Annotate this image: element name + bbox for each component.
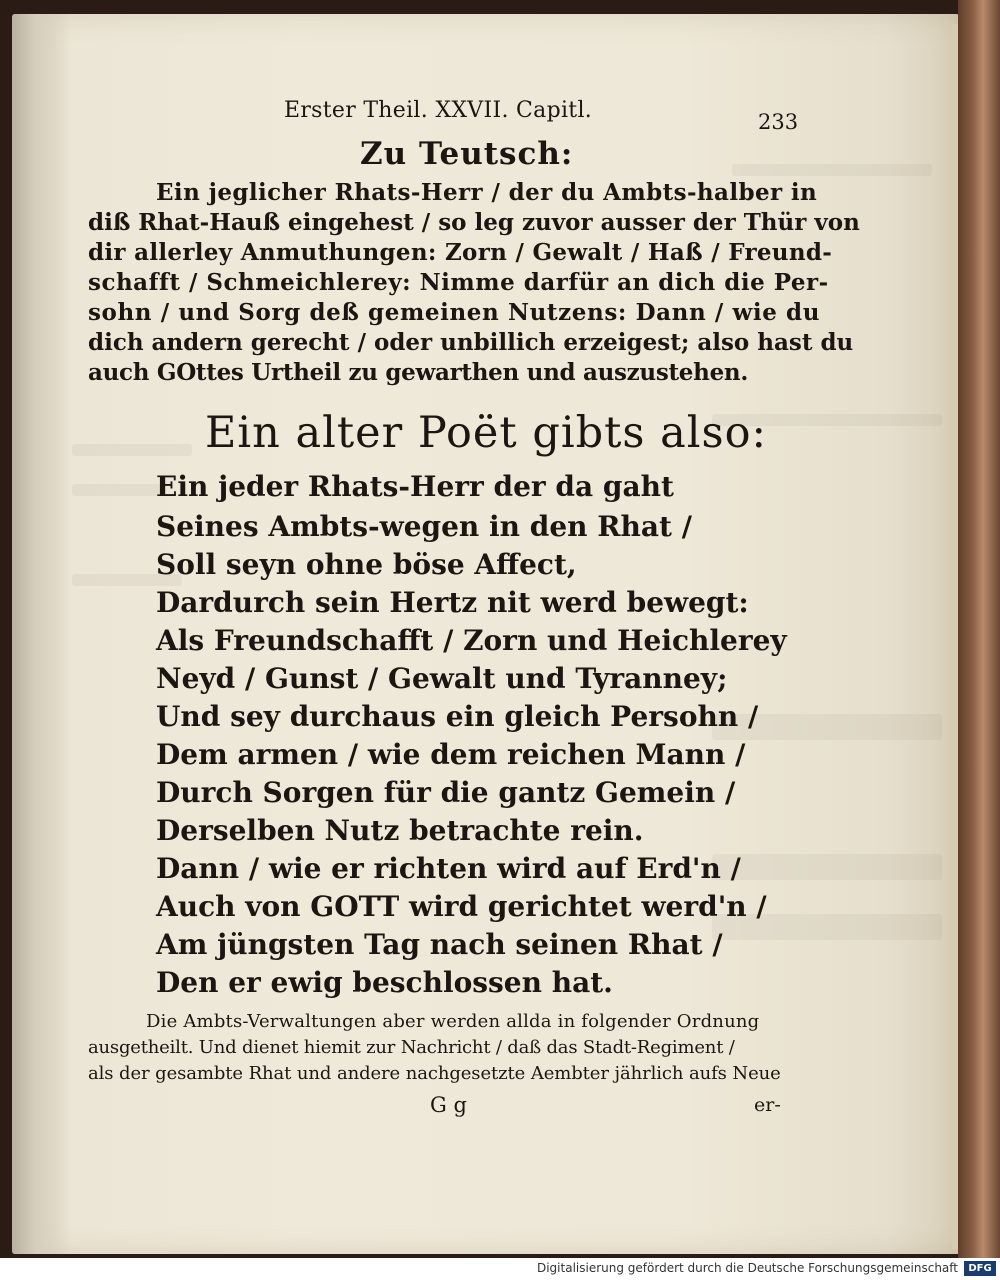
notice-line: Die Ambts-Verwaltungen aber werden allda in folgender Ordnung <box>146 1011 760 1032</box>
verse-line: Soll seyn ohne böse Affect, <box>156 548 577 581</box>
prose-line: schafft / Schmeichlerey: Nimme darfür an dich die Per- <box>88 269 829 296</box>
footer-banner <box>0 1258 1000 1280</box>
prose-line: dir allerley Anmuthungen: Zorn / Gewalt / Haß / Freund- <box>88 239 833 266</box>
funding-credit: Digitalisierung gefördert durch die Deutsche Forschungsgemeinschaft <box>536 1261 958 1275</box>
catchword: er- <box>754 1094 781 1116</box>
dfg-logo: DFG <box>964 1261 996 1276</box>
verse-line: Am jüngsten Tag nach seinen Rhat / <box>156 928 723 961</box>
verse-line: Als Freundschafft / Zorn und Heichlerey <box>156 624 787 657</box>
translation-heading: Zu Teutsch: <box>360 136 574 172</box>
notice-line: ausgetheilt. Und dienet hiemit zur Nachricht / daß das Stadt-Regiment / <box>88 1037 735 1058</box>
verse-line: Dann / wie er richten wird auf Erd'n / <box>156 852 741 885</box>
prose-line: diß Rhat-Hauß eingehest / so leg zuvor ausser der Thür von <box>88 209 860 236</box>
verse-line: Seines Ambts-wegen in den Rhat / <box>156 510 692 543</box>
verse-line: Den er ewig beschlossen hat. <box>156 966 613 999</box>
prose-line: dich andern gerecht / oder unbillich erzeigest; also hast du <box>88 329 854 356</box>
verse-line: Ein jeder Rhats-Herr der da gaht <box>156 470 674 503</box>
prose-line: auch GOttes Urtheil zu gewarthen und auszustehen. <box>88 359 749 386</box>
page-number: 233 <box>758 110 799 134</box>
verse-line: Neyd / Gunst / Gewalt und Tyranney; <box>156 662 728 695</box>
verse-line: Auch von GOTT wird gerichtet werd'n / <box>156 890 767 923</box>
prose-line: Ein jeglicher Rhats-Herr / der du Ambts-halber in <box>156 179 818 206</box>
verse-line: Und sey durchaus ein gleich Persohn / <box>156 700 759 733</box>
verse-line: Durch Sorgen für die gantz Gemein / <box>156 776 736 809</box>
verse-line: Dardurch sein Hertz nit werd bewegt: <box>156 586 749 619</box>
verse-line: Dem armen / wie dem reichen Mann / <box>156 738 746 771</box>
verse-heading: Ein alter Poët gibts also: <box>205 408 767 458</box>
verse-line: Derselben Nutz betrachte rein. <box>156 814 644 847</box>
notice-line: als der gesambte Rhat und andere nachgesetzte Aembter jährlich aufs Neue <box>88 1063 781 1084</box>
signature-mark: G g <box>430 1093 467 1117</box>
prose-line: sohn / und Sorg deß gemeinen Nutzens: Dann / wie du <box>88 299 821 326</box>
running-head: Erster Theil. XXVII. Capitl. <box>284 98 593 123</box>
